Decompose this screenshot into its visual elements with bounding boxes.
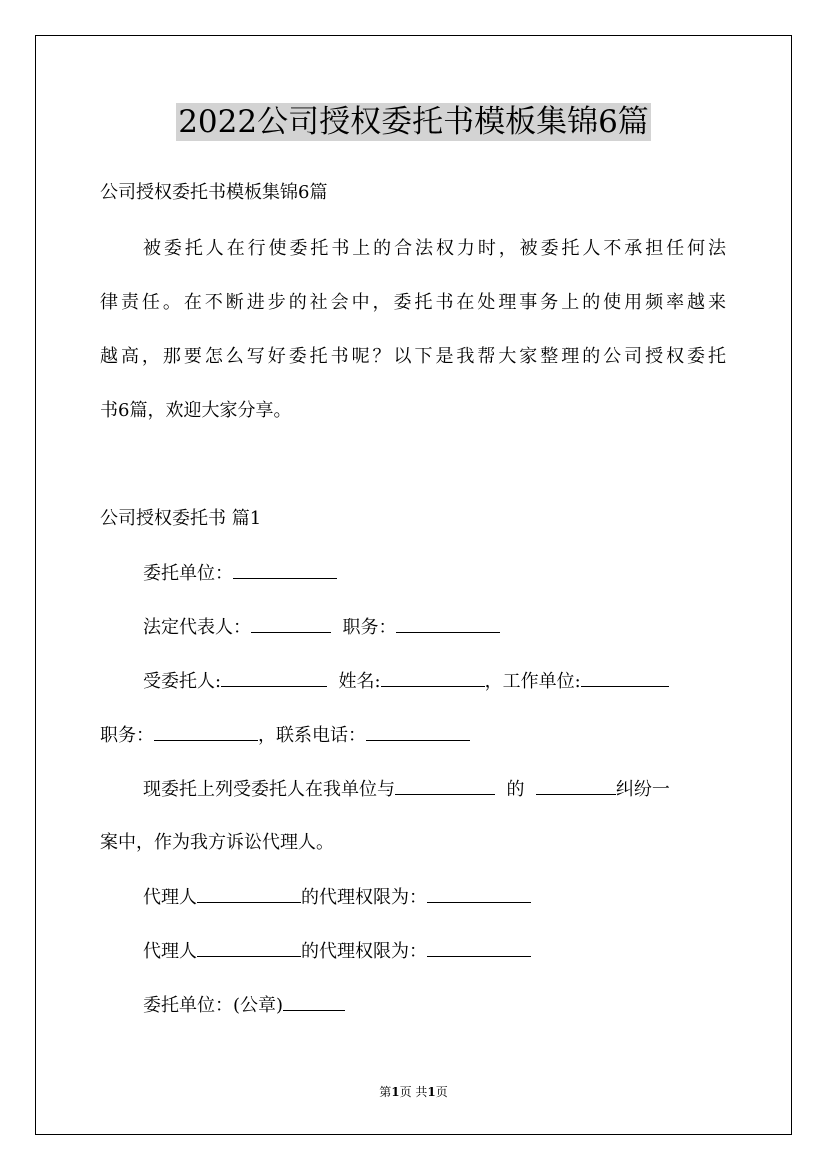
proxy-1-scope-label: 的代理权限为： xyxy=(301,887,427,908)
field-name-blank[interactable] xyxy=(381,669,485,687)
field-agent-blank[interactable] xyxy=(221,669,327,687)
field-duty-label: 职务： xyxy=(100,725,154,746)
footer-page-number: 1 xyxy=(391,1085,400,1099)
field-rep-duty-blank[interactable] xyxy=(396,615,500,633)
case-line-2: 案中，作为我方诉讼代理人。 xyxy=(100,832,334,853)
field-rep-duty-label: 职务： xyxy=(342,617,397,638)
seal-line xyxy=(143,993,345,1018)
case-part-1: 现委托上列受委托人在我单位与 xyxy=(143,779,395,800)
intro-line-3: 越高，那要怎么写好委托书呢？以下是我帮大家整理的公司授权委托 xyxy=(100,346,726,367)
document-title: 2022公司授权委托书模板集锦6篇 xyxy=(178,104,649,140)
page-footer xyxy=(0,1084,827,1100)
proxy-2-scope-blank[interactable] xyxy=(427,939,531,957)
field-rep xyxy=(143,615,500,640)
proxy-line-2 xyxy=(143,939,531,964)
field-phone-label: ，联系电话： xyxy=(258,725,366,746)
field-unit-label: 委托单位： xyxy=(143,563,233,584)
field-duty xyxy=(100,723,470,748)
case-part-3: 纠纷一 xyxy=(615,779,670,800)
field-work-unit-blank[interactable] xyxy=(581,669,669,687)
footer-page-total: 1 xyxy=(427,1085,436,1099)
footer-prefix: 第 xyxy=(379,1085,392,1099)
footer-mid: 页 共 xyxy=(399,1085,428,1099)
field-rep-label: 法定代表人： xyxy=(143,617,251,638)
field-agent-label: 受委托人: xyxy=(143,671,222,692)
case-part-2: 的 xyxy=(506,779,525,800)
field-phone-blank[interactable] xyxy=(366,723,470,741)
proxy-2-label: 代理人 xyxy=(143,941,197,962)
proxy-line-1 xyxy=(143,885,531,910)
field-unit-blank[interactable] xyxy=(233,561,337,579)
field-unit xyxy=(143,561,337,586)
section-heading-1: 公司授权委托书 篇1 xyxy=(100,508,262,529)
title-container xyxy=(0,103,827,141)
intro-line-4: 书6篇，欢迎大家分享。 xyxy=(100,400,292,421)
field-rep-blank[interactable] xyxy=(251,615,331,633)
case-party-blank[interactable] xyxy=(395,777,495,795)
proxy-1-name-blank[interactable] xyxy=(197,885,301,903)
field-duty-blank[interactable] xyxy=(154,723,258,741)
footer-suffix: 页 xyxy=(435,1085,448,1099)
case-line-1 xyxy=(143,777,670,802)
field-agent xyxy=(143,669,669,694)
proxy-2-scope-label: 的代理权限为： xyxy=(301,941,427,962)
field-work-unit-label: ，工作单位: xyxy=(484,671,581,692)
proxy-2-name-blank[interactable] xyxy=(197,939,301,957)
proxy-1-scope-blank[interactable] xyxy=(427,885,531,903)
seal-blank[interactable] xyxy=(283,993,345,1011)
document-subtitle: 公司授权委托书模板集锦6篇 xyxy=(100,182,328,203)
seal-label: 委托单位：(公章) xyxy=(143,995,284,1016)
intro-line-2: 律责任。在不断进步的社会中，委托书在处理事务上的使用频率越来 xyxy=(100,292,726,313)
intro-line-1: 被委托人在行使委托书上的合法权力时，被委托人不承担任何法 xyxy=(143,238,726,259)
case-type-blank[interactable] xyxy=(536,777,616,795)
proxy-1-label: 代理人 xyxy=(143,887,197,908)
field-name-label: 姓名: xyxy=(338,671,381,692)
